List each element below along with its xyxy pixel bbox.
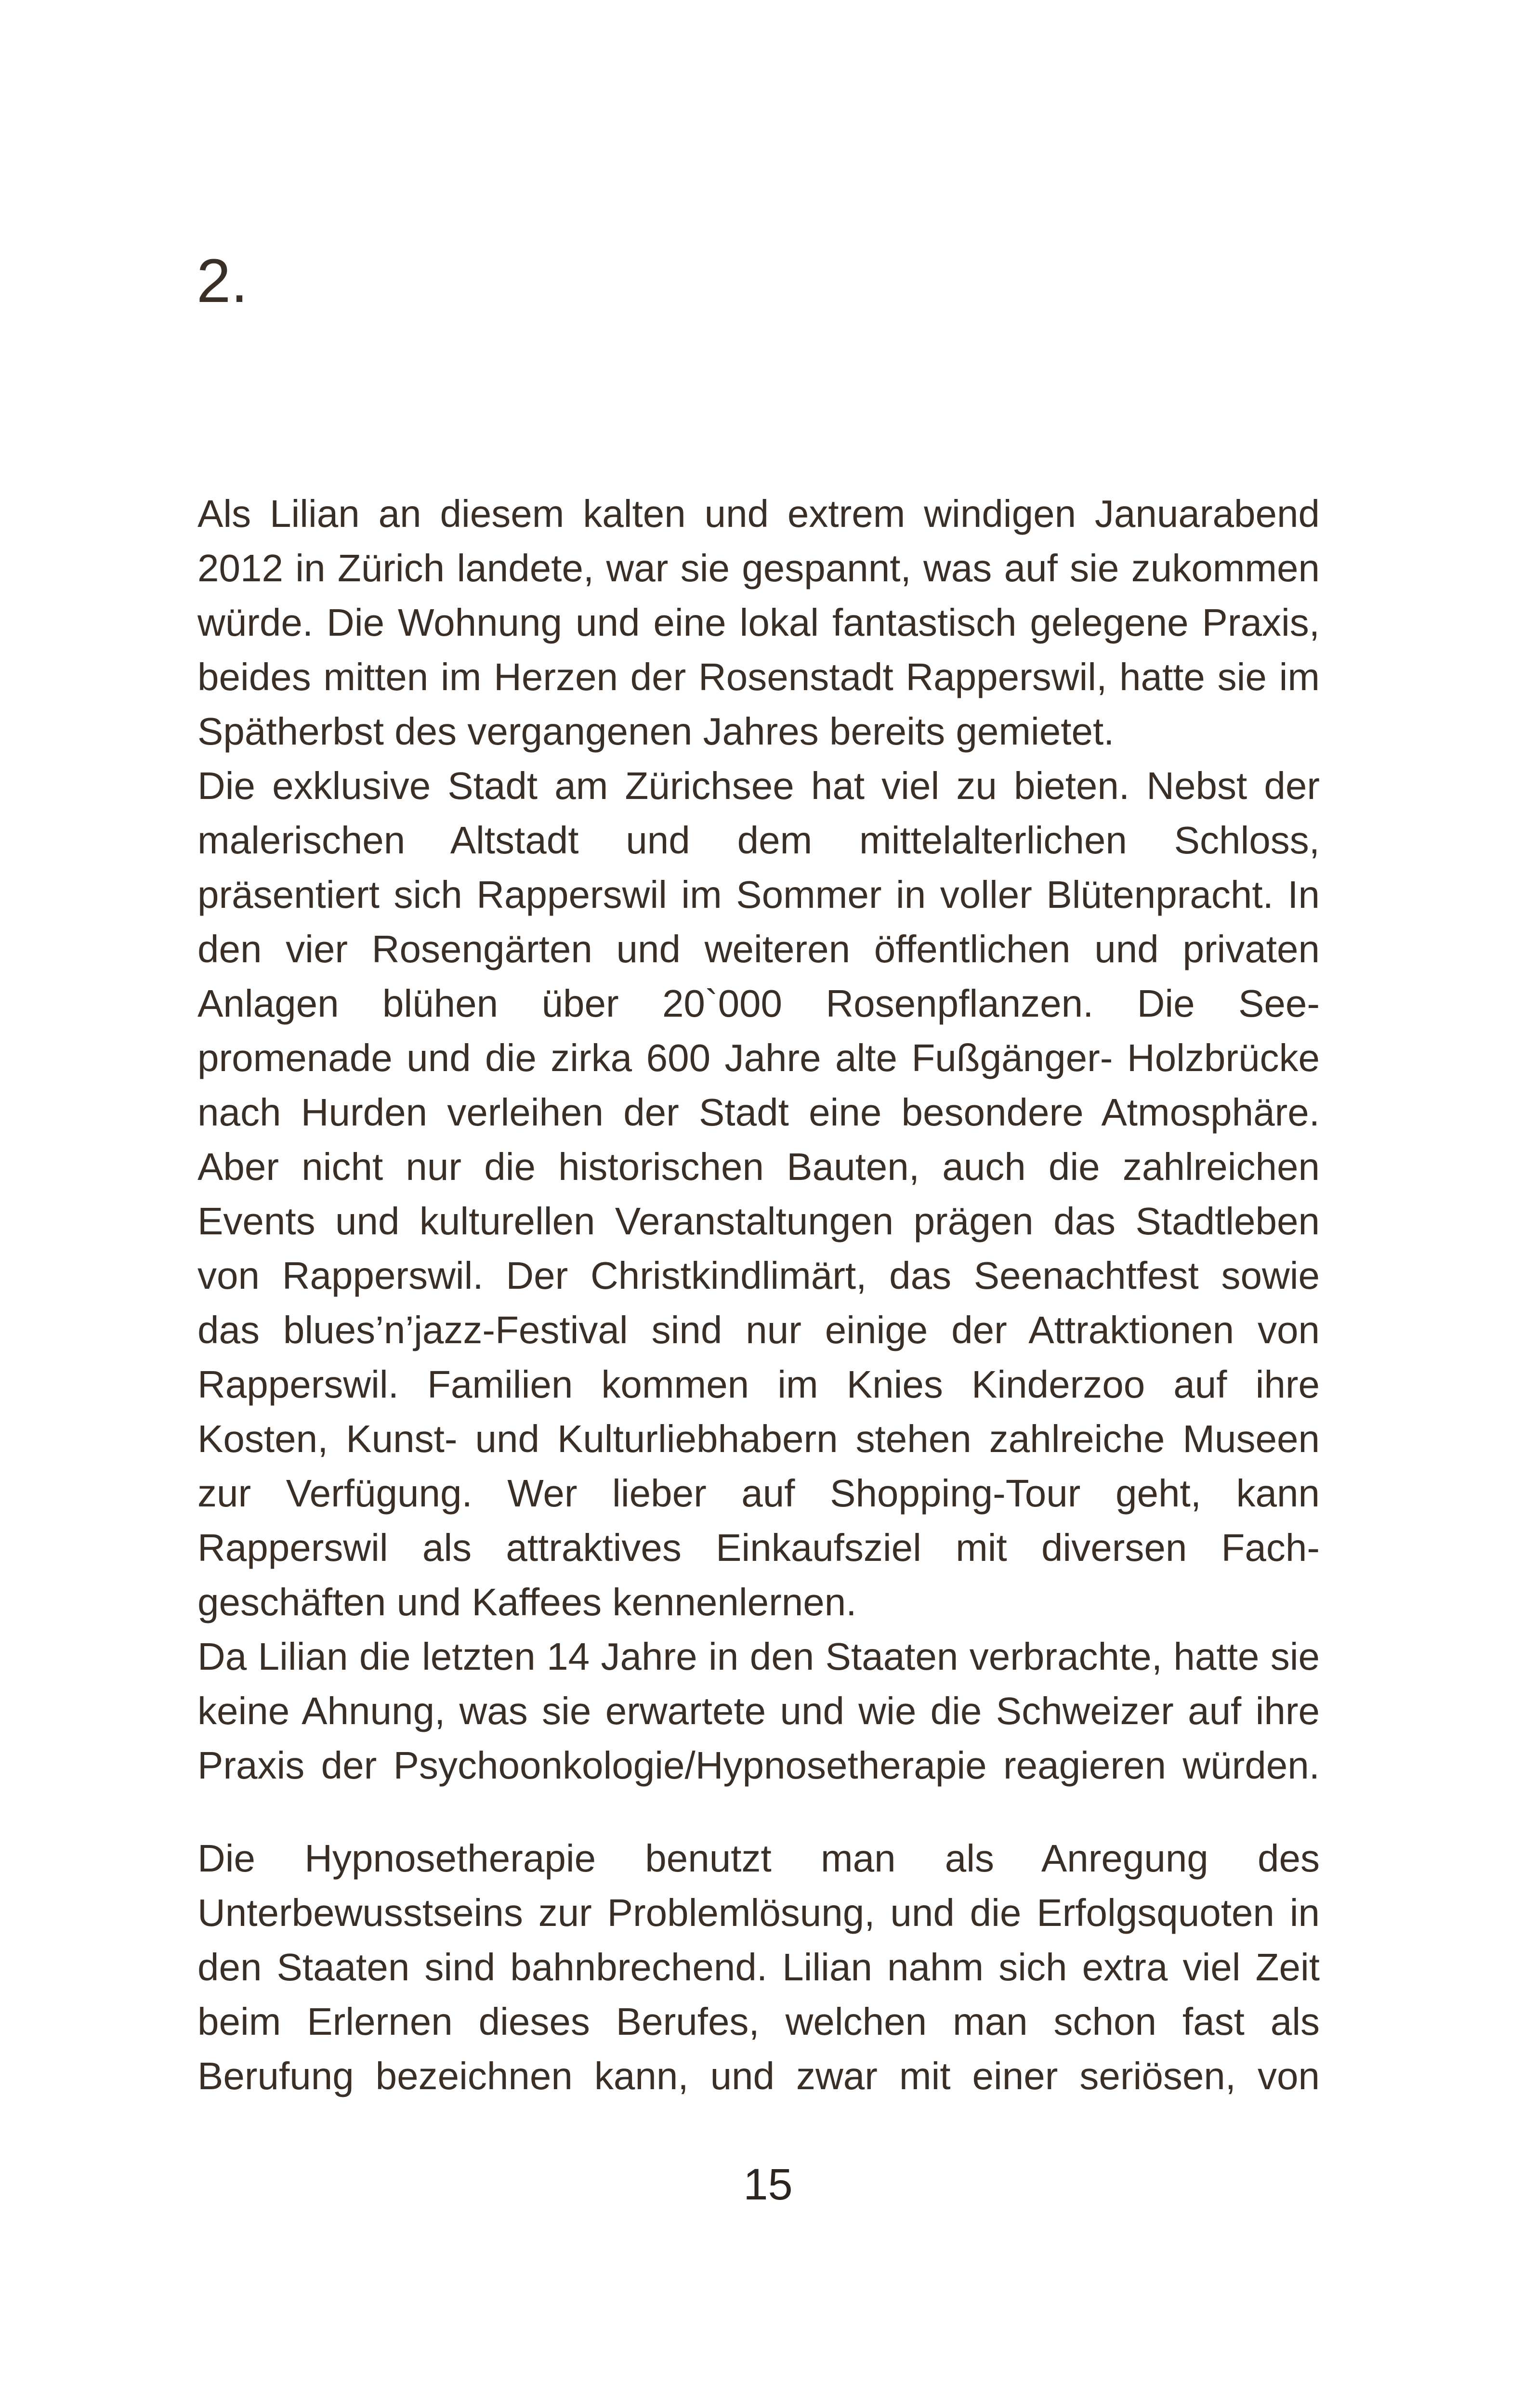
text-line: Als Lilian an diesem kalten und extrem windigen Januarabend <box>197 492 1320 535</box>
text-line: beim Erlernen dieses Berufes, welchen man schon fast als <box>197 2000 1320 2043</box>
text-line: Da Lilian die letzten 14 Jahre in den Staaten verbrachte, hatte sie <box>197 1635 1320 1678</box>
text-line: Spätherbst des vergangenen Jahres bereits gemietet. <box>197 710 1115 753</box>
text-line: Die Hypnosetherapie benutzt man als Anregung des <box>197 1837 1320 1880</box>
text-line: das blues’n’jazz-Festival sind nur einige der Attraktionen von <box>197 1309 1320 1351</box>
text-line: malerischen Altstadt und dem mittelalterlichen Schloss, <box>197 819 1320 862</box>
text-line: würde. Die Wohnung und eine lokal fantastisch gelegene Praxis, <box>197 601 1320 644</box>
text-line: Kosten, Kunst- und Kulturliebhabern stehen zahlreiche Museen <box>197 1417 1320 1460</box>
text-line: zur Verfügung. Wer lieber auf Shopping-Tour geht, kann <box>197 1472 1320 1515</box>
text-line: den vier Rosengärten und weiteren öffentlichen und privaten <box>197 928 1320 970</box>
text-line: geschäften und Kaffees kennenlernen. <box>197 1581 857 1623</box>
page-number: 15 <box>743 2160 793 2209</box>
text-line: Berufung bezeichnen kann, und zwar mit einer seriösen, von <box>197 2055 1320 2097</box>
text-line: den Staaten sind bahnbrechend. Lilian nahm sich extra viel Zeit <box>197 1946 1320 1989</box>
text-line: promenade und die zirka 600 Jahre alte Fußgänger- Holzbrücke <box>197 1036 1320 1079</box>
text-line: Praxis der Psychoonkologie/Hypnosetherapie reagieren würden. <box>197 1744 1320 1787</box>
text-line: Anlagen blühen über 20`000 Rosenpflanzen. Die See- <box>197 982 1320 1025</box>
text-line: Aber nicht nur die historischen Bauten, auch die zahlreichen <box>197 1145 1320 1188</box>
text-line: Events und kulturellen Veranstaltungen prägen das Stadtleben <box>197 1200 1320 1243</box>
text-line: Rapperswil. Familien kommen im Knies Kinderzoo auf ihre <box>197 1363 1320 1406</box>
text-line: Die exklusive Stadt am Zürichsee hat viel zu bieten. Nebst der <box>197 764 1320 807</box>
text-line: von Rapperswil. Der Christkindlimärt, das Seenachtfest sowie <box>197 1254 1320 1297</box>
text-line: beides mitten im Herzen der Rosenstadt Rapperswil, hatte sie im <box>197 655 1320 698</box>
paragraph-spacer <box>197 1793 1320 1831</box>
paragraph-1 <box>197 486 1320 1793</box>
body-text <box>197 486 1320 2103</box>
text-line: Unterbewusstseins zur Problemlösung, und die Erfolgsquoten in <box>197 1891 1320 1934</box>
paragraph-2 <box>197 1831 1320 2103</box>
text-line: Rapperswil als attraktives Einkaufsziel mit diversen Fach- <box>197 1526 1320 1569</box>
chapter-number: 2. <box>197 247 248 315</box>
text-line: nach Hurden verleihen der Stadt eine besondere Atmosphäre. <box>197 1091 1320 1134</box>
text-line: keine Ahnung, was sie erwartete und wie die Schweizer auf ihre <box>197 1689 1320 1732</box>
text-line: präsentiert sich Rapperswil im Sommer in voller Blütenpracht. In <box>197 873 1320 916</box>
text-line: 2012 in Zürich landete, war sie gespannt, was auf sie zukommen <box>197 547 1320 589</box>
